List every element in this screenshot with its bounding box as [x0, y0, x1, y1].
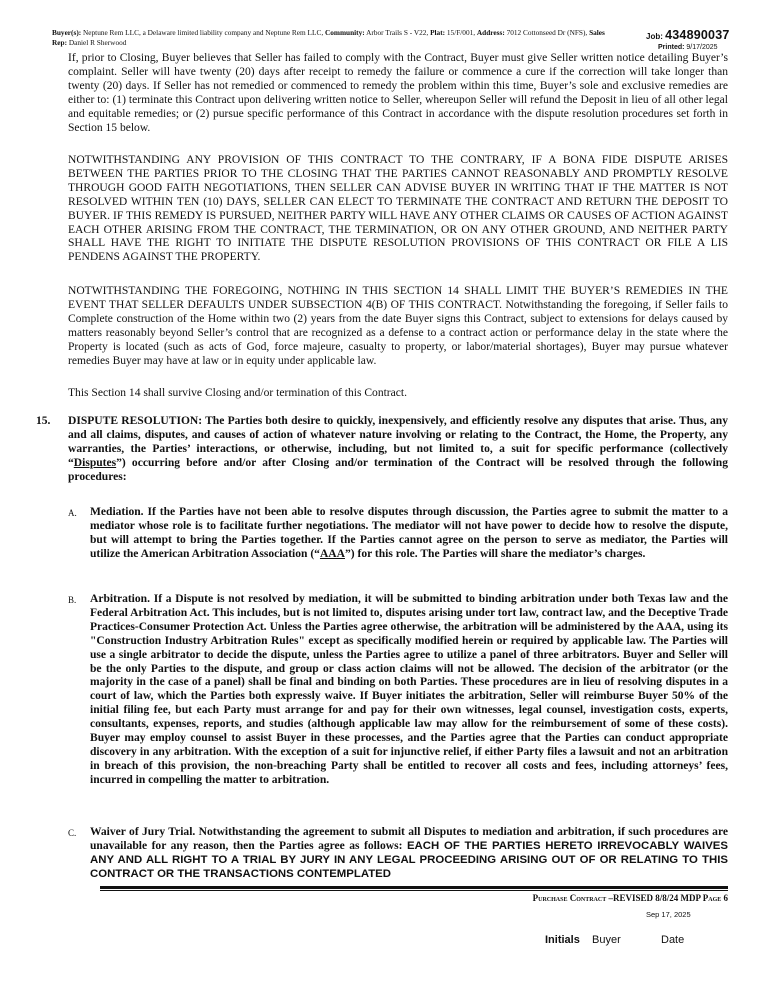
- contract-label: Purchase Contract –: [532, 893, 613, 903]
- arbitration-text: Arbitration. If a Dispute is not resolved by mediation, it will be submitted to binding arbitration under both Texas law and the Federal Arbitration Act. This includes, but is not limited to, disputes arising under tort law, contract law, and the Deceptive Trade Practices-Consumer Protection Act. Unless the Parties agree otherwise, the arbitration will be administered by the AAA, using its "Construction Industry Arbitration Rules" except as specifically modified herein or required by applicable law. The Parties will use a single arbitrator to decide the dispute, unless the Parties agree to utilize a panel of three arbitrators. Buyer and Seller will be the only Parties to the dispute, and group or class action claims will not be allowed. The decision of the arbitrator (or the majority in the case of a panel) shall be final and binding on both Parties. These procedures are in lieu of resolving disputes in a court of law, which the Parties both expressly waive. If Buyer initiates the arbitration, Seller will reimburse Buyer 50% of the initial filing fee, but each Party must arrange for and pay for their own witnesses, legal counsel, investigation costs, experts, consultants, expenses, reports, and studies (although applicable law may allow for the reimbursement of some of these costs). Buyer may employ counsel to assist Buyer in these processes, and the Parties agree that the Parties can conduct appropriate discovery in any arbitration. With the exception of a suit for injunctive relief, if either Party files a lawsuit and not an arbitration in breach of this provision, the non-breaching Party shall be entitled to recover all costs and fees, including attorneys’ fees, incurred in compelling the matter to arbitration.: [90, 593, 728, 786]
- address-label: Address:: [476, 28, 505, 37]
- mediation-text: Mediation. If the Parties have not been able to resolve disputes through discussion, the Parties agree to submit the matter to a mediator whose role is to facilitate further negotiations. The mediator will not have power to decide how to resolve the dispute, but will attempt to bring the Parties together. If the Parties cannot agree on the person to serve as mediator, the Parties will utilize the American Arbitration Association (“: [90, 506, 728, 560]
- document-header: [52, 28, 612, 48]
- job-info: [646, 29, 736, 52]
- item-mediation: [68, 506, 728, 562]
- footer-rule-thin: [100, 890, 728, 891]
- mediation-text-cont: ”) for this role. The Parties will share the mediator’s charges.: [344, 547, 646, 560]
- revision-label: REVISED 8/8/24: [612, 893, 679, 903]
- jury-waiver-caps-text: EACH OF THE PARTIES HERETO IRREVOCABLY WAIVES ANY AND ALL RIGHT TO A TRIAL BY JURY IN ANY LEGAL PROCEEDING ARISING OUT OF OR RELATING TO THIS CONTRACT OR THE TRANSACTIONS CONTEMPLATED: [90, 839, 728, 880]
- section-number: 15.: [36, 415, 51, 427]
- sales-rep-label: Sales Rep:: [52, 28, 605, 47]
- signature-date-stamp: Sep 17, 2025: [646, 910, 691, 919]
- page-number: Page 6: [702, 893, 728, 903]
- footer-rule-thick: [100, 886, 728, 889]
- address-value: 7012 Cottonseed Dr (NFS),: [506, 28, 588, 37]
- printed-date: 9/17/2025: [686, 44, 718, 51]
- buyers-value: Neptune Rem LLC, a Delaware limited liability company and Neptune Rem LLC,: [83, 28, 324, 37]
- initials-date-field[interactable]: Date: [661, 934, 685, 946]
- buyers-label: Buyer(s):: [52, 28, 82, 37]
- plat-label: Plat:: [430, 28, 446, 37]
- jury-waiver-text: Waiver of Jury Trial. Notwithstanding the agreement to submit all Disputes to mediation and arbitration, if such procedures are unavailable for any reason, then the Parties agree as follows:: [90, 826, 728, 852]
- page-footer: [496, 893, 728, 903]
- defined-term-aaa: AAA: [319, 547, 345, 560]
- paragraph-seller-termination: NOTWITHSTANDING ANY PROVISION OF THIS CONTRACT TO THE CONTRARY, IF A BONA FIDE DISPUTE ARISES BETWEEN THE PARTIES PRIOR TO THE CLOSING THAT THE PARTIES CANNOT REASONABLY AND PROMPTLY RESOLVE THROUGH GOOD FAITH NEGOTIATIONS, THEN SELLER CAN ADVISE BUYER IN WRITING THAT IF THE MATTER IS NOT RESOLVED WITHIN TEN (10) DAYS, SELLER CAN ELECT TO TERMINATE THE CONTRACT AND RETURN THE DEPOSIT TO BUYER. IF THIS REMEDY IS PURSUED, NEITHER PARTY WILL HAVE ANY OTHER CLAIMS OR CAUSES OF ACTION AGAINST EACH OTHER ARISING FROM THE CONTRACT, THE TERMINATION, OR ON ANY OTHER GROUND, AND NEITHER PARTY SHALL HAVE THE RIGHT TO INITIATE THE DISPUTE RESOLUTION PROVISIONS OF THIS CONTRACT OR FILE A LIS PENDENS AGAINST THE PROPERTY.: [68, 154, 728, 264]
- item-arbitration: [68, 593, 728, 788]
- community-value: Arbor Trails S - V22,: [366, 28, 429, 37]
- item-marker: B.: [68, 595, 77, 605]
- defined-term-disputes: Disputes: [73, 456, 117, 469]
- section-15-text: DISPUTE RESOLUTION: The Parties both desire to quickly, inexpensively, and efficiently resolve any disputes that arise. Thus, any and all claims, disputes, and causes of action of whatever nature involving or relating to the Contract, the Home, the Property, any warranties, the Parties’ interactions, or otherwise, including, but not limited to, a suit for specific performance (collectively “: [68, 415, 728, 469]
- community-label: Community:: [324, 28, 365, 37]
- initials-buyer-field[interactable]: Buyer: [592, 934, 621, 946]
- form-code: MDP: [680, 893, 701, 903]
- item-marker: C.: [68, 828, 77, 838]
- plat-value: 15/F/001,: [446, 28, 476, 37]
- section-15-text-cont: ”) occurring before and/or after Closing and/or termination of the Contract will be resolved through the following procedures:: [68, 456, 728, 483]
- section-15-dispute-resolution: [36, 415, 728, 485]
- sales-rep-value: Daniel R Sherwood: [68, 38, 127, 47]
- item-jury-waiver: [68, 826, 728, 882]
- printed-label: Printed:: [658, 44, 685, 51]
- initials-label: Initials: [545, 934, 580, 946]
- job-number: 434890037: [665, 28, 730, 42]
- paragraph-buyer-remedies: If, prior to Closing, Buyer believes that Seller has failed to comply with the Contract, Buyer must give Seller written notice detailing Buyer’s complaint. Seller will have twenty (20) days after receipt to remedy the failure or commence a cure if the correction will take longer than twenty (20) days. If Seller has not remedied or commenced to remedy the problem within this time, Buyer’s sole and exclusive remedies are either to: (1) terminate this Contract upon delivering written notice to Seller, whereupon Seller will refund the Deposit in lieu of all other legal and equitable remedies; or (2) pursue specific performance of this Contract in accordance with the dispute resolution procedures set forth in Section 15 below.: [68, 52, 728, 134]
- item-marker: A.: [68, 508, 77, 518]
- paragraph-survival: This Section 14 shall survive Closing and/or termination of this Contract.: [68, 387, 407, 399]
- job-label: Job:: [646, 32, 663, 41]
- paragraph-notwithstanding: NOTWITHSTANDING THE FOREGOING, NOTHING IN THIS SECTION 14 SHALL LIMIT THE BUYER’S REMEDIES IN THE EVENT THAT SELLER DEFAULTS UNDER SUBSECTION 4(B) OF THIS CONTRACT. Notwithstanding the foregoing, if Seller fails to Complete construction of the Home within two (2) years from the date Buyer signs this Contract, subject to extensions for delays caused by matters reasonably beyond Seller’s control that are recognized as a defense to a contract action or performance delay in the state where the Property is located (such as acts of God, force majeure, casualty to property, or labor/material shortages), Buyer may pursue whatever remedies Buyer may have at law or in equity under applicable law.: [68, 285, 728, 367]
